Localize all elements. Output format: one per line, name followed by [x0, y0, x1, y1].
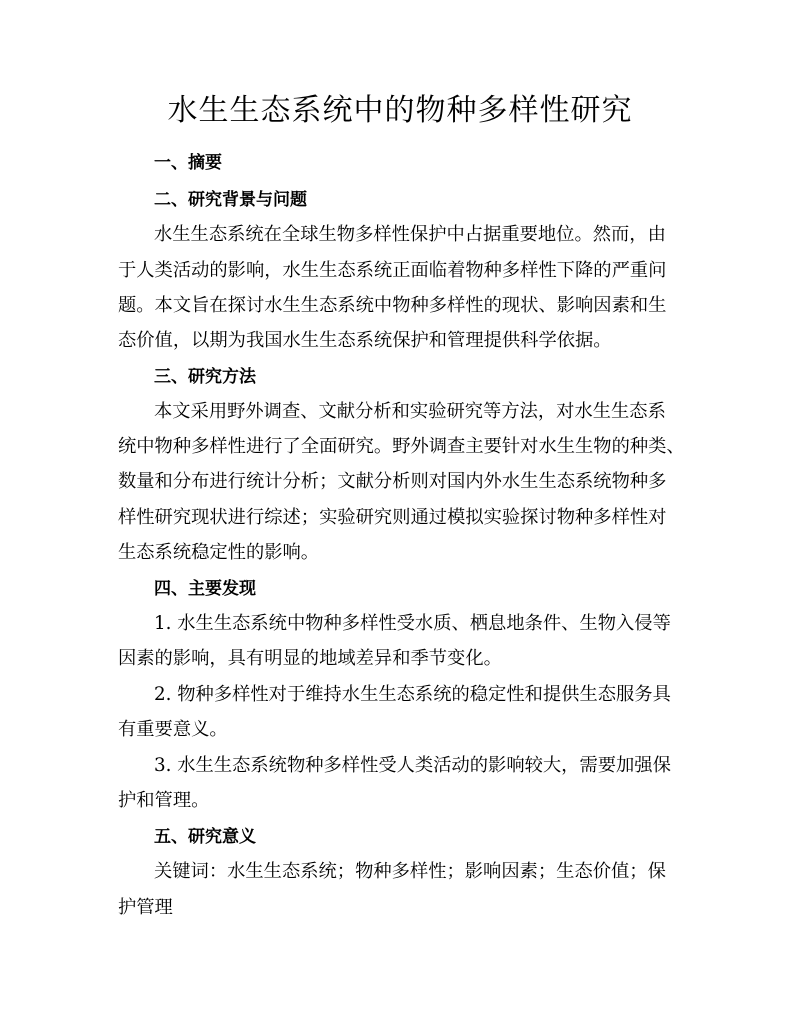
paragraph-line: 统中物种多样性进行了全面研究。野外调查主要针对水生生物的种类、: [118, 436, 685, 457]
keywords-line: 护管理: [118, 897, 173, 918]
heading-abstract: 一、摘要: [154, 153, 222, 173]
heading-significance: 五、研究意义: [154, 827, 256, 847]
paragraph-line: 生态系统稳定性的影响。: [118, 542, 320, 563]
finding-line: 3. 水生生态系统物种多样性受人类活动的影响较大，需要加强保: [154, 755, 671, 776]
heading-background: 二、研究背景与问题: [154, 190, 307, 210]
paragraph-line: 态价值，以期为我国水生生态系统保护和管理提供科学依据。: [118, 330, 612, 351]
finding-line: 护和管理。: [118, 790, 210, 811]
document-title: 水生生态系统中的物种多样性研究: [167, 93, 633, 128]
finding-line: 2. 物种多样性对于维持水生生态系统的稳定性和提供生态服务具: [154, 684, 671, 705]
heading-findings: 四、主要发现: [154, 579, 256, 599]
paragraph-line: 本文采用野外调查、文献分析和实验研究等方法，对水生生态系: [154, 401, 666, 422]
paragraph-line: 题。本文旨在探讨水生生态系统中物种多样性的现状、影响因素和生: [118, 295, 667, 316]
finding-line: 因素的影响，具有明显的地域差异和季节变化。: [118, 648, 502, 669]
keywords-line: 关键词：水生生态系统；物种多样性；影响因素；生态价值；保: [154, 861, 666, 882]
paragraph-line: 水生生态系统在全球生物多样性保护中占据重要地位。然而，由: [154, 224, 666, 245]
heading-methods: 三、研究方法: [154, 367, 256, 387]
paragraph-line: 数量和分布进行统计分析；文献分析则对国内外水生生态系统物种多: [118, 471, 667, 492]
paragraph-line: 样性研究现状进行综述；实验研究则通过模拟实验探讨物种多样性对: [118, 507, 667, 528]
paragraph-line: 于人类活动的影响，水生生态系统正面临着物种多样性下降的严重问: [118, 260, 667, 281]
finding-line: 1. 水生生态系统中物种多样性受水质、栖息地条件、生物入侵等: [154, 613, 671, 634]
finding-line: 有重要意义。: [118, 719, 228, 740]
